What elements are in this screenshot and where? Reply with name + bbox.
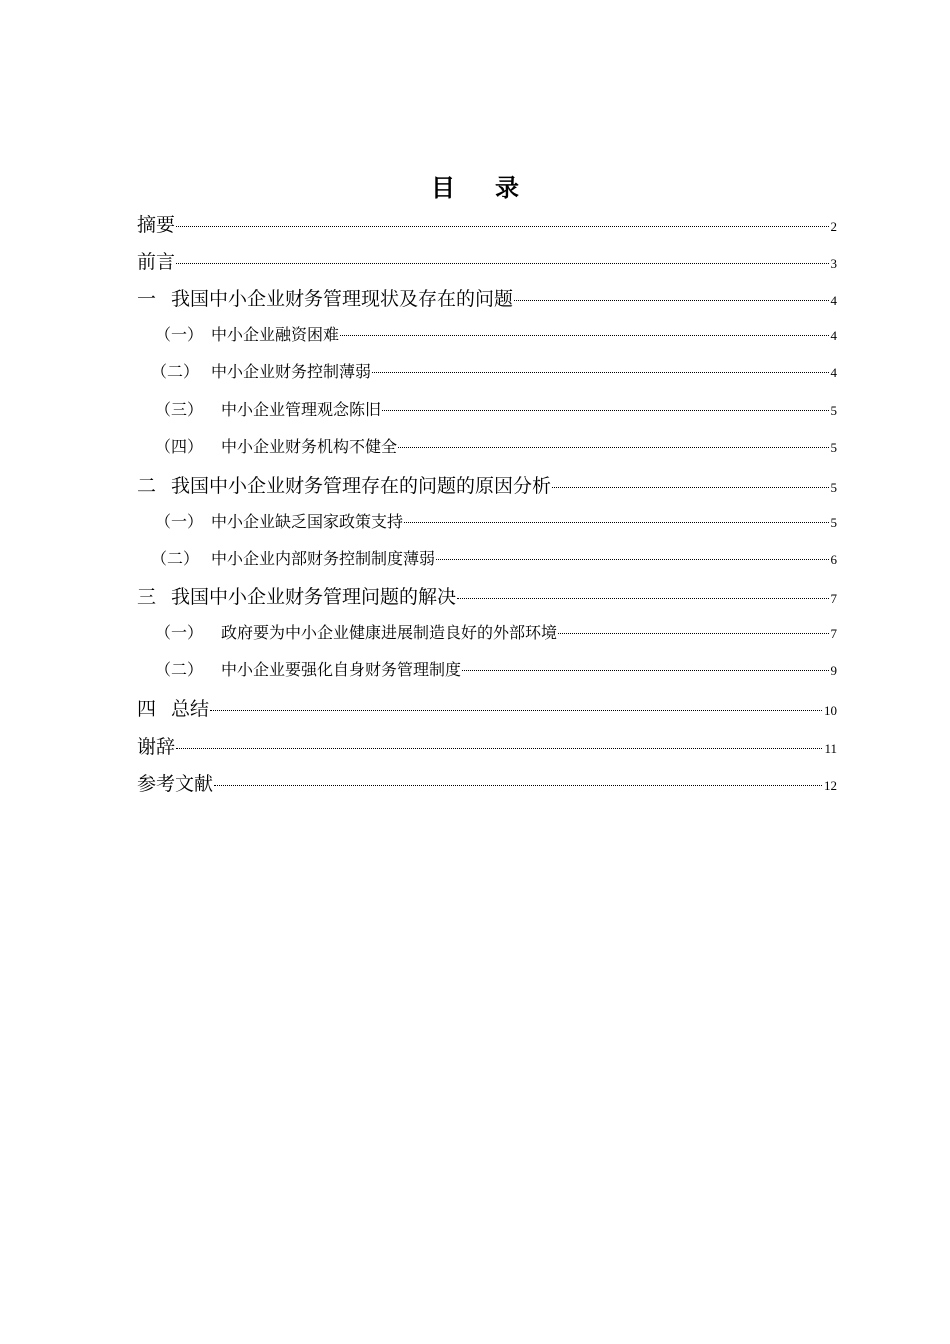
dot-leader — [176, 263, 828, 264]
dot-leader — [382, 410, 828, 411]
toc-entry-page: 2 — [830, 219, 837, 234]
toc-entry-page: 5 — [830, 515, 837, 530]
toc-entry-label: （二） 中小企业财务控制薄弱 — [151, 359, 371, 382]
toc-entry[interactable] — [155, 620, 837, 643]
dot-leader — [214, 785, 822, 786]
toc-entry[interactable] — [155, 322, 837, 345]
toc-title-char-1: 目 — [431, 174, 455, 202]
toc-entry-label: 前言 — [137, 251, 176, 273]
dot-leader — [436, 559, 828, 560]
toc-entry-number: （三） — [155, 400, 204, 419]
toc-entry-label: （三） 中小企业管理观念陈旧 — [155, 397, 381, 420]
toc-entry[interactable] — [155, 397, 837, 420]
toc-entry-page: 7 — [830, 591, 837, 606]
toc-entry[interactable] — [137, 694, 837, 721]
dot-leader — [176, 748, 822, 749]
toc-entry-label: 四 总结 — [137, 694, 209, 721]
toc-entry-label: （一） 中小企业缺乏国家政策支持 — [155, 509, 403, 532]
toc-entry-label: 谢辞 — [137, 736, 176, 758]
toc-entry-number: （一） — [155, 325, 204, 344]
toc-entry-page: 6 — [830, 552, 837, 567]
toc-entry[interactable] — [137, 769, 837, 796]
toc-entry-page: 5 — [830, 440, 837, 455]
toc-entry[interactable] — [137, 247, 837, 274]
toc-entry[interactable] — [137, 582, 837, 609]
toc-entry-number: （四） — [155, 437, 204, 456]
toc-entry-label: （一） 中小企业融资困难 — [155, 322, 339, 345]
dot-leader — [372, 372, 828, 373]
dot-leader — [462, 670, 828, 671]
dot-leader — [404, 522, 828, 523]
dot-leader — [176, 226, 828, 227]
toc-entry[interactable] — [155, 509, 837, 532]
toc-entry-page: 11 — [824, 741, 837, 756]
toc-entry-page: 9 — [830, 663, 837, 678]
toc-entry-page: 4 — [830, 328, 837, 343]
toc-entry-number: 四 — [137, 698, 157, 720]
toc-title — [0, 168, 950, 203]
toc-entry[interactable] — [137, 471, 837, 498]
toc-entry[interactable] — [155, 434, 837, 457]
toc-entry-number: 三 — [137, 586, 157, 608]
toc-entry-page: 12 — [824, 778, 837, 793]
toc-entry-label: 二 我国中小企业财务管理存在的问题的原因分析 — [137, 471, 551, 498]
toc-entry-number: （一） — [155, 512, 204, 531]
toc-entry-number: （二） — [155, 660, 204, 679]
toc-entry-page: 5 — [830, 480, 837, 495]
toc-entry-number: （一） — [155, 623, 204, 642]
toc-entry-page: 5 — [830, 403, 837, 418]
toc-entry-page: 4 — [830, 293, 837, 308]
toc-entry-label: 摘要 — [137, 214, 176, 236]
toc-entry-label: 一 我国中小企业财务管理现状及存在的问题 — [137, 284, 513, 311]
toc-entry-number: 二 — [137, 475, 157, 497]
dot-leader — [340, 335, 828, 336]
toc-entry-label: （二） 中小企业要强化自身财务管理制度 — [155, 657, 461, 680]
dot-leader — [457, 598, 828, 599]
dot-leader — [514, 300, 828, 301]
toc-title-char-2: 录 — [495, 174, 519, 202]
dot-leader — [398, 447, 828, 448]
toc-entry-page: 10 — [824, 703, 837, 718]
toc-entry[interactable] — [151, 546, 837, 569]
toc-entry-label: （一） 政府要为中小企业健康进展制造良好的外部环境 — [155, 620, 557, 643]
dot-leader — [558, 633, 828, 634]
toc-entry-page: 3 — [830, 256, 837, 271]
toc-entry[interactable] — [137, 284, 837, 311]
toc-entry-number: （二） — [151, 362, 200, 381]
dot-leader — [210, 710, 822, 711]
dot-leader — [552, 487, 828, 488]
toc-entry-number: 一 — [137, 288, 157, 310]
toc-entry-label: （四） 中小企业财务机构不健全 — [155, 434, 397, 457]
toc-entry-number: （二） — [151, 549, 200, 568]
toc-entry[interactable] — [137, 732, 837, 759]
toc-entry[interactable] — [151, 359, 837, 382]
toc-entry-page: 7 — [830, 626, 837, 641]
toc-entry[interactable] — [137, 210, 837, 237]
toc-entry-label: （二） 中小企业内部财务控制制度薄弱 — [151, 546, 435, 569]
toc-entry-label: 三 我国中小企业财务管理问题的解决 — [137, 582, 456, 609]
toc-entry[interactable] — [155, 657, 837, 680]
toc-entry-page: 4 — [830, 365, 837, 380]
toc-entry-label: 参考文献 — [137, 773, 214, 795]
